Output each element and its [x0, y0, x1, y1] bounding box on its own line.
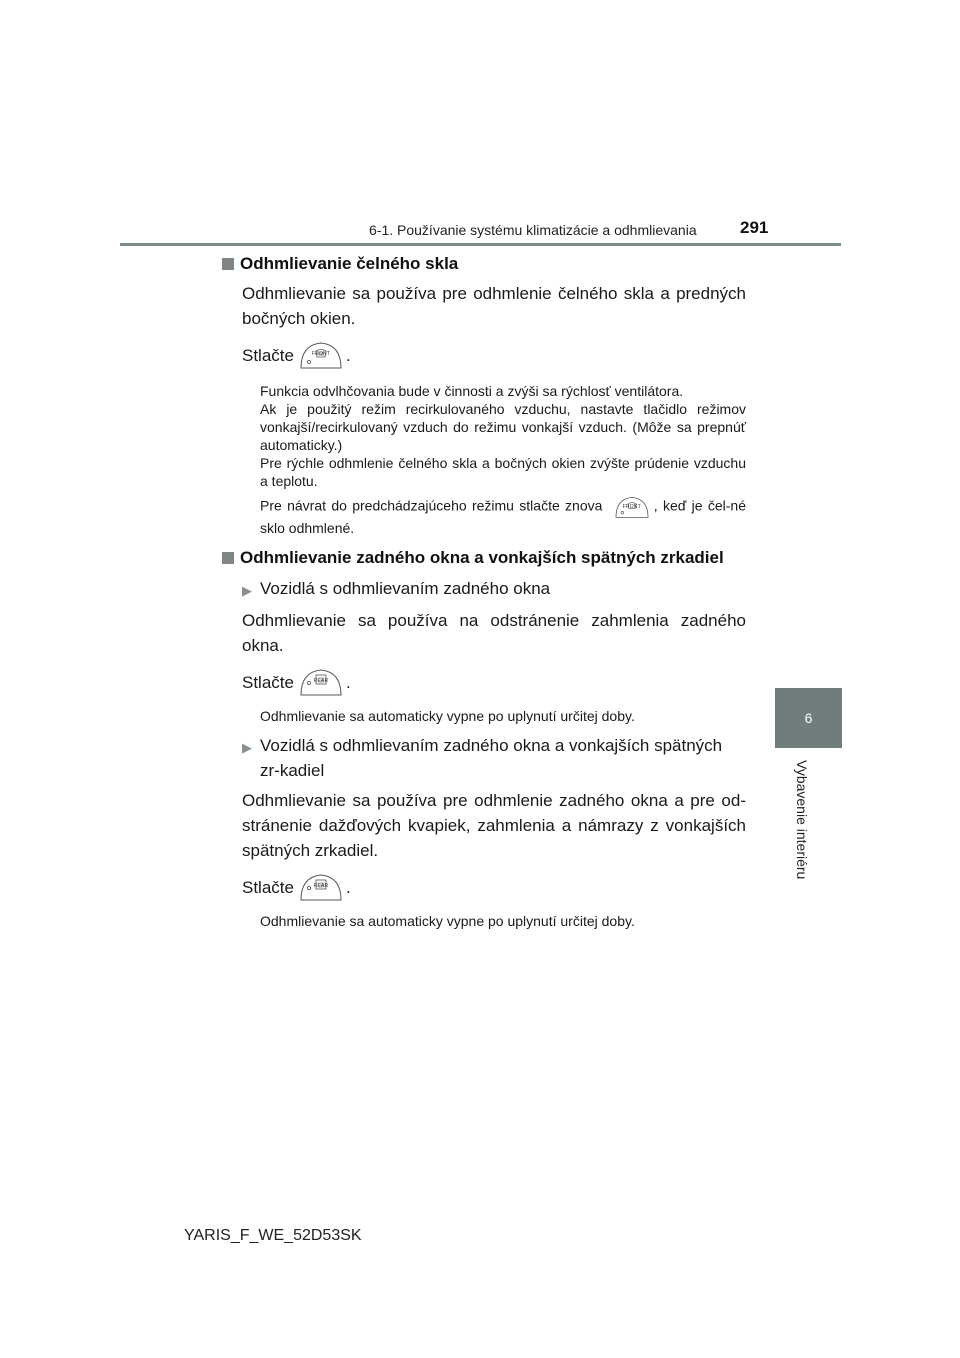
paragraph: Odhmlievanie sa používa pre odhmlenie zadného okna a pre od-stránenie dažďových kvapiek, zahmlenia a námrazy z vonkajších spätných zrkadiel.: [242, 791, 746, 860]
document-code: YARIS_F_WE_52D53SK: [184, 1227, 362, 1244]
note-line: Odhmlievanie sa automaticky vypne po uplynutí určitej doby.: [260, 913, 635, 929]
chapter-title: Vybavenie interiéru: [794, 760, 810, 880]
press-label: Stlačte: [242, 877, 294, 897]
square-bullet-icon: [222, 552, 234, 564]
front-defogger-button-icon: [612, 495, 652, 519]
variant-title-text: Vozidlá s odhmlievaním zadného okna: [260, 579, 551, 598]
note-return-before: Pre návrat do predchádzajúceho režimu stlačte znova: [260, 497, 603, 514]
header-divider: [120, 243, 841, 246]
press-instruction: [222, 667, 746, 697]
press-end: .: [345, 877, 351, 897]
note-line: Pre rýchle odhmlenie čelného skla a bočných okien zvýšte prúdenie vzduchu a teplotu.: [260, 455, 746, 489]
rear-defogger-button-icon: [298, 872, 344, 902]
note-return: [222, 495, 746, 537]
header-section-title: 6-1. Používanie systému klimatizácie a odhmlievania: [369, 222, 697, 238]
button-caption: FRONT: [311, 351, 331, 357]
note-line: Ak je použitý režim recirkulovaného vzduchu, nastavte tlačidlo režimov vonkajší/recirkulovaný vzduch do režimu vonkajší vzduch. (Môže sa prepnúť automaticky.): [260, 401, 746, 453]
section-heading-rear: [222, 546, 746, 570]
triangle-bullet-icon: ▶: [242, 740, 252, 755]
press-end: .: [345, 345, 351, 365]
chapter-number: 6: [804, 710, 813, 726]
variant-title: [222, 576, 746, 603]
press-instruction: [222, 340, 746, 370]
press-end: .: [345, 672, 351, 692]
variant-title-text: Vozidlá s odhmlievaním zadného okna a vonkajších spätných zr-kadiel: [260, 736, 723, 780]
press-label: Stlačte: [242, 672, 294, 692]
paragraph: Odhmlievanie sa používa pre odhmlenie čelného skla a predných bočných okien.: [242, 284, 746, 328]
button-caption: FRONT: [622, 504, 641, 510]
press-instruction: [222, 872, 746, 902]
variant-title: [222, 733, 746, 783]
section-heading-text: Odhmlievanie čelného skla: [240, 254, 459, 273]
section-heading-front: [222, 252, 746, 276]
chapter-tab[interactable]: [775, 688, 842, 748]
rear-defogger-button-icon: [298, 667, 344, 697]
triangle-bullet-icon: ▶: [242, 583, 252, 598]
note-line: Odhmlievanie sa automaticky vypne po uplynutí určitej doby.: [260, 708, 635, 724]
page-number: 291: [740, 218, 769, 237]
note-return-after: , keď je čel-né sklo odhmlené.: [260, 497, 747, 536]
press-label: Stlačte: [242, 345, 294, 365]
page-content: [222, 252, 746, 930]
paragraph: Odhmlievanie sa používa na odstránenie zahmlenia zadného okna.: [242, 611, 746, 655]
square-bullet-icon: [222, 258, 234, 270]
front-defogger-button-icon: [298, 340, 344, 370]
section-heading-text: Odhmlievanie zadného okna a vonkajších spätných zrkadiel: [240, 548, 724, 567]
button-caption: REAR: [313, 678, 329, 684]
button-caption: REAR: [313, 883, 329, 889]
note-line: Funkcia odvlhčovania bude v činnosti a zvýši sa rýchlosť ventilátora.: [260, 383, 684, 399]
